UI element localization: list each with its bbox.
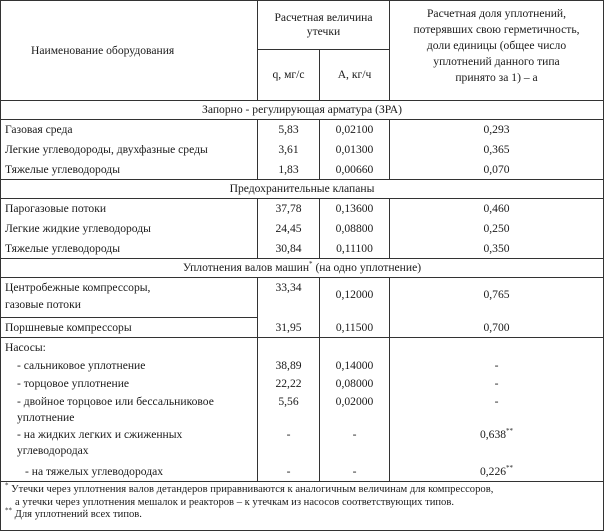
header-q: q, мг/с	[258, 50, 320, 101]
row-share: 0,250	[390, 219, 604, 239]
section-row	[1, 180, 604, 199]
footnotes	[1, 482, 604, 531]
row-name: Поршневые компрессоры	[1, 318, 258, 338]
row-A: 0,02000	[320, 392, 390, 426]
header-leak-group-line1: Расчетная величина	[274, 11, 373, 24]
row-q: 5,83	[258, 120, 320, 140]
row-name-line1: Центробежные компрессоры,	[5, 281, 151, 294]
row-share-value: 0,226	[479, 464, 507, 478]
footnote-mark: **	[506, 463, 514, 472]
row-A: 0,00660	[320, 160, 390, 180]
row-A: 0,02100	[320, 120, 390, 140]
header-share-line4: уплотнений данного типа	[433, 55, 560, 68]
header-leak-group-line2: утечки	[306, 25, 341, 38]
row-share: 0,070	[390, 160, 604, 180]
row-share: 0,293	[390, 120, 604, 140]
row-name: Легкие углеводороды, двухфазные среды	[1, 140, 258, 160]
row-q: 22,22	[258, 374, 320, 392]
section-title-main: Уплотнения валов машин	[182, 261, 310, 274]
row-name: Легкие жидкие углеводороды	[1, 219, 258, 239]
table-row	[1, 239, 604, 259]
row-name	[1, 278, 258, 318]
table-row	[1, 462, 604, 482]
row-name-line2: газовые потоки	[5, 298, 81, 311]
row-share: -	[390, 392, 604, 426]
row-A: 0,08800	[320, 219, 390, 239]
row-share	[390, 426, 604, 462]
footnote-mark: *	[309, 260, 313, 269]
row-A: -	[320, 426, 390, 462]
row-A: -	[320, 462, 390, 482]
table-row	[1, 356, 604, 374]
row-share: 0,700	[390, 318, 604, 338]
table-row	[1, 278, 604, 318]
table-row	[1, 140, 604, 160]
row-share: 0,350	[390, 239, 604, 259]
empty-cell	[320, 338, 390, 356]
row-q: 24,45	[258, 219, 320, 239]
footnote-dstar	[5, 506, 599, 522]
table-row	[1, 160, 604, 180]
table-row	[1, 374, 604, 392]
row-share	[390, 462, 604, 482]
section-title-tail: (на одно уплотнение)	[312, 261, 422, 274]
row-name: - торцовое уплотнение	[1, 374, 258, 392]
row-share: 0,460	[390, 199, 604, 219]
footnote-dstar-line: Для уплотнений всех типов.	[14, 509, 142, 520]
header-equipment-name: Наименование оборудования	[1, 1, 258, 101]
header-share-line2: потерявших свою герметичность,	[413, 23, 580, 36]
header-share-line5: принято за 1) – a	[455, 71, 538, 84]
table-row	[1, 219, 604, 239]
empty-cell	[258, 338, 320, 356]
section-title	[1, 259, 604, 278]
row-share: 0,765	[390, 278, 604, 318]
pumps-title: Насосы:	[1, 338, 258, 356]
row-name: Газовая среда	[1, 120, 258, 140]
row-name: - на тяжелых углеводородах	[1, 462, 258, 482]
row-A: 0,14000	[320, 356, 390, 374]
footnote-star	[5, 481, 599, 497]
row-share: 0,365	[390, 140, 604, 160]
row-name-line2: углеводородах	[17, 443, 89, 457]
row-q: 31,95	[258, 318, 320, 338]
section-row	[1, 101, 604, 120]
row-share: -	[390, 374, 604, 392]
footnote-star-line1: Утечки через уплотнения валов детандеров приравниваются к аналогичным величинам для компрессоров,	[11, 484, 494, 495]
row-q: 5,56	[258, 392, 320, 426]
section-title: Предохранительные клапаны	[1, 180, 604, 199]
row-q: 37,78	[258, 199, 320, 219]
row-q: 38,89	[258, 356, 320, 374]
row-q: 3,61	[258, 140, 320, 160]
row-name-line2: уплотнение	[17, 410, 75, 424]
row-name	[1, 426, 258, 462]
table-row	[1, 199, 604, 219]
row-A: 0,01300	[320, 140, 390, 160]
row-q: -	[258, 426, 320, 462]
header-share	[390, 1, 604, 101]
section-title: Запорно - регулирующая арматура (ЗРА)	[1, 101, 604, 120]
row-share: -	[390, 356, 604, 374]
footnote-mark: **	[506, 426, 514, 435]
row-name-line1: - на жидких легких и сжиженных	[17, 427, 183, 441]
row-name: Тяжелые углеводороды	[1, 239, 258, 259]
row-A: 0,11100	[320, 239, 390, 259]
footnote-mark: *	[5, 481, 9, 490]
row-name: - сальниковое уплотнение	[1, 356, 258, 374]
table-row	[1, 318, 604, 338]
empty-cell	[390, 338, 604, 356]
header-A: А, кг/ч	[320, 50, 390, 101]
header-share-line3: доли единицы (общее число	[426, 39, 567, 52]
table-row	[1, 392, 604, 426]
row-q: -	[258, 462, 320, 482]
row-name: Парогазовые потоки	[1, 199, 258, 219]
row-q: 30,84	[258, 239, 320, 259]
footnotes-row	[1, 482, 604, 531]
row-name-line1: - двойное торцовое или бессальниковое	[17, 394, 214, 408]
row-A: 0,11500	[320, 318, 390, 338]
row-name: Тяжелые углеводороды	[1, 160, 258, 180]
footnote-star-line2: а утечки через уплотнения мешалок и реакторов – к утечкам из насосов соответствующих типов.	[15, 496, 455, 508]
row-share-value: 0,638	[479, 427, 507, 441]
header-leak-group	[258, 1, 390, 50]
table-row	[1, 426, 604, 462]
table-row	[1, 338, 604, 356]
row-name	[1, 392, 258, 426]
row-A: 0,12000	[320, 278, 390, 318]
footnote-mark: **	[5, 506, 12, 515]
row-A: 0,13600	[320, 199, 390, 219]
header-row-top	[1, 1, 604, 50]
row-q: 33,34	[258, 278, 320, 318]
header-share-line1: Расчетная доля уплотнений,	[426, 7, 567, 20]
table-row	[1, 120, 604, 140]
section-row	[1, 259, 604, 278]
row-A: 0,08000	[320, 374, 390, 392]
row-q: 1,83	[258, 160, 320, 180]
